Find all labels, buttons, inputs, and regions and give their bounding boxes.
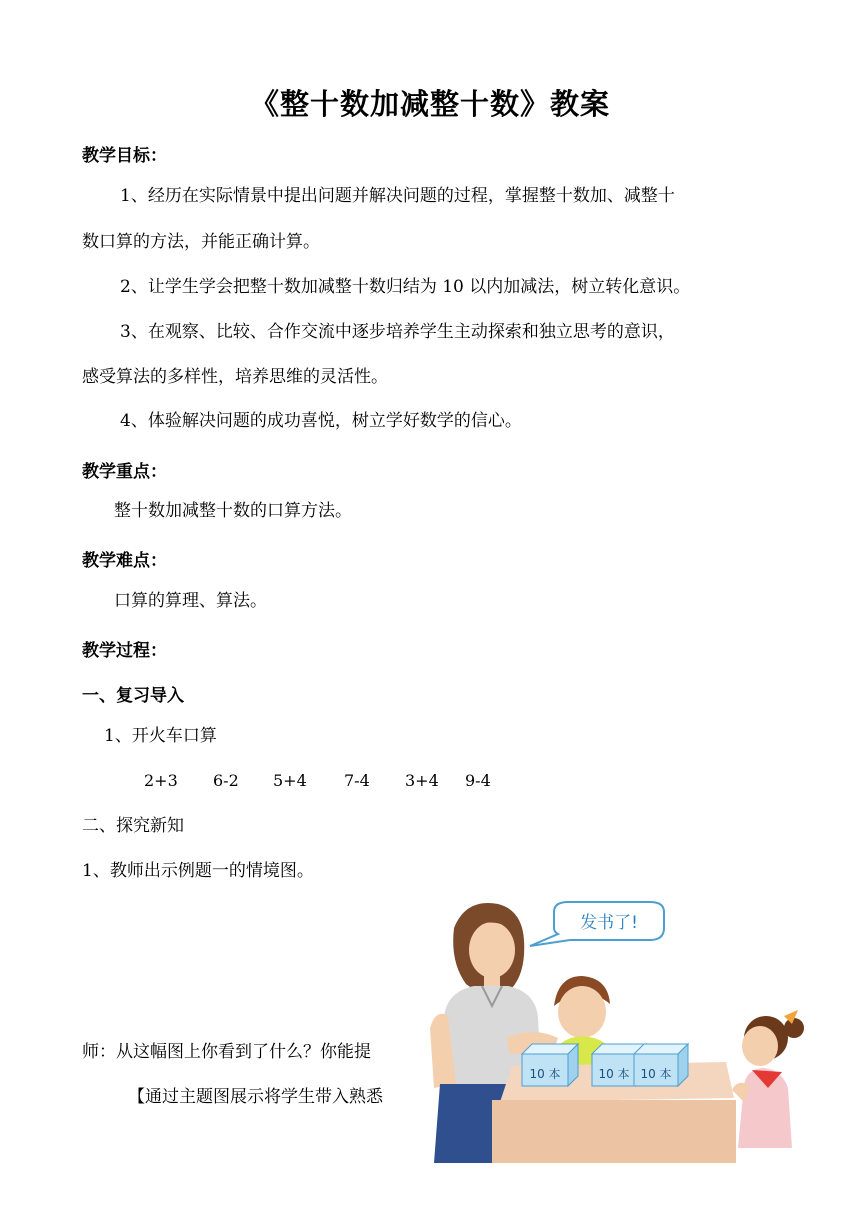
girl-figure	[732, 1010, 804, 1148]
objective-1-line-2: 数口算的方法，并能正确计算。	[82, 232, 320, 252]
document-title: 《整十数加减整十数》教案	[249, 87, 610, 121]
difficulty-text: 口算的算理、算法。	[114, 591, 267, 611]
difficulty-heading: 教学难点：	[82, 551, 167, 571]
section-1-title: 一、复习导入	[82, 686, 184, 706]
teaching-note: 【通过主题图展示将学生带入熟悉	[128, 1087, 383, 1107]
speech-bubble-text: 发书了!	[580, 913, 638, 933]
exercise-item: 7-4	[344, 771, 370, 790]
key-point-text: 整十数加减整十数的口算方法。	[114, 501, 352, 521]
process-heading: 教学过程：	[82, 641, 167, 661]
objective-3-line-1: 3、在观察、比较、合作交流中逐步培养学生主动探索和独立思考的意识，	[120, 322, 675, 342]
objective-2: 2、让学生学会把整十数加减整十数归结为 10 以内加减法，树立转化意识。	[120, 277, 691, 297]
book-box	[522, 1044, 578, 1086]
box-label: 10 本	[640, 1067, 672, 1081]
objective-1-line-1: 1、经历在实际情景中提出问题并解决问题的过程，掌握整十数加、减整十	[120, 186, 675, 206]
box-label: 10 本	[529, 1067, 561, 1081]
exercise-list	[0, 771, 860, 793]
speech-bubble	[530, 902, 664, 946]
objective-3-line-2: 感受算法的多样性，培养思维的灵活性。	[82, 367, 388, 387]
exercise-item: 3+4	[405, 771, 439, 790]
objective-4: 4、体验解决问题的成功喜悦，树立学好数学的信心。	[120, 411, 522, 431]
section-2-title: 二、探究新知	[82, 816, 184, 836]
section-1-item: 1、开火车口算	[104, 726, 217, 746]
scene-illustration	[426, 888, 816, 1163]
box-label: 10 本	[598, 1067, 630, 1081]
exercise-item: 9-4	[465, 771, 491, 790]
exercise-item: 6-2	[213, 771, 239, 790]
exercise-item: 5+4	[273, 771, 307, 790]
key-point-heading: 教学重点：	[82, 462, 167, 482]
teacher-question: 师：从这幅图上你看到了什么？你能提	[82, 1042, 371, 1062]
section-2-item: 1、教师出示例题一的情境图。	[82, 861, 314, 881]
objectives-heading: 教学目标：	[82, 146, 167, 166]
exercise-item: 2+3	[144, 771, 178, 790]
book-box	[634, 1044, 688, 1086]
